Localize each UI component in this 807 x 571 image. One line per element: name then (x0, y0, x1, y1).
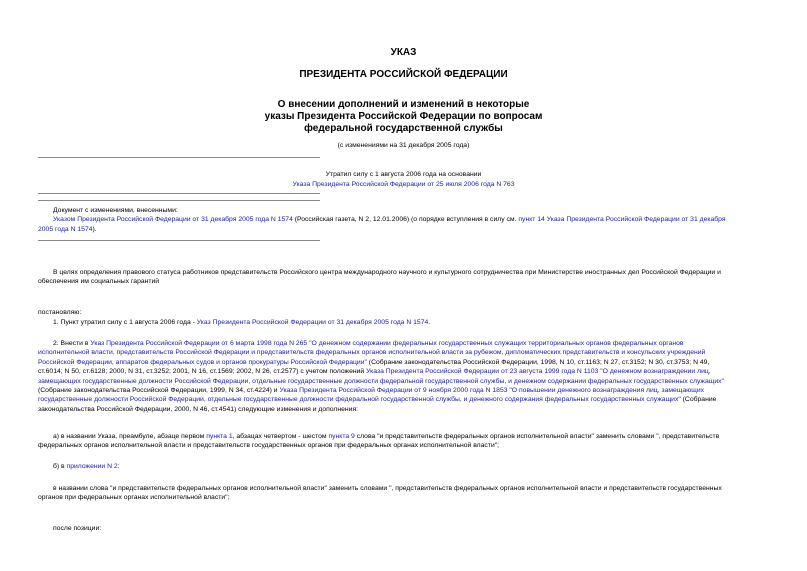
item-a (38, 432, 768, 451)
document-subtitle: ПРЕЗИДЕНТА РОССИЙСКОЙ ФЕДЕРАЦИИ (299, 69, 508, 80)
preamble-line-1: В целях определения правового статуса работников представительств Российского центра международного научного и культурного сотрудничества при Министерстве иностранных дел Российской Федерации и (53, 269, 721, 276)
item-2-l1-text: 2. Внести в (53, 340, 91, 347)
changes-line-2 (38, 225, 97, 234)
item-2-link-1853[interactable]: Указа Президента Российской Федерации от 9 ноября 2000 года N 1853 "О повышении денежного вознаграждения лиц, замещающих (279, 387, 705, 395)
document-heading (0, 99, 807, 135)
item-2-l3-text: (Собрание законодательства Российской Федерации, 1998, N 10, ст.1163; N 27, ст.3152; N 30, ст.3753; N 49, (366, 358, 710, 366)
item-b-text: б) в (53, 463, 67, 470)
after-position: после позиции: (53, 525, 102, 532)
item-2-l7-text: (Собрание (680, 396, 717, 404)
item-2-line-3 (38, 358, 768, 367)
item-2-link-1103-cont[interactable]: замещающих государственные должности Российской Федерации, отдельные государственные должности федеральной государственной службы, и денежном содержании федеральных государственных служащих" (38, 377, 724, 385)
item-2-l4-text: ст.6014; N 50, ст.6128; 2000, N 31, ст.3252; 2001, N 16, ст.1569; 2002, N 26, ст.2577) с учетом положений (38, 368, 367, 376)
status-link[interactable]: Указа Президента Российской Федерации от 25 июля 2006 года N 763 (292, 181, 515, 188)
item-a-line-1 (38, 432, 768, 441)
item-2-link-265-end[interactable]: Российской Федерации, аппаратов федеральных судов и органов прокуратуры Российской Федерации" (38, 358, 367, 366)
revision-note: (с изменениями на 31 декабря 2005 года) (337, 142, 470, 149)
item-2-line-8 (38, 405, 768, 414)
item-2-link-1853-cont[interactable]: государственные должности Российской Федерации, отдельные государственные должности федеральной государственной службы, и денежного содержания федеральных государственных служащих" (38, 396, 681, 404)
changes-line-1 (53, 215, 773, 224)
item-a-line-2: федеральных органов исполнительной власти и представительств государственных органов при федеральных органах исполнительной власти"; (38, 442, 500, 450)
heading-line-2: указы Президента Российской Федерации по вопросам (264, 111, 543, 122)
changes-label: Документ с изменениями, внесенными: (53, 207, 178, 214)
item-a-text-2: , абзацах четвертом - шестом (232, 433, 329, 440)
item-a-text-3: слова "и представительств федеральных органов исполнительной власти" заменить словами ", представительств (354, 433, 720, 440)
heading-line-1: О внесении дополнений и изменений в некоторые (277, 99, 530, 110)
decree-word: постановляю: (38, 309, 82, 316)
changes-text-2: ). (92, 226, 97, 233)
item-1-end: . (428, 319, 431, 326)
divider (38, 200, 320, 201)
item-b-end: : (117, 463, 120, 470)
item-b-sub-line-1: в названии слова "и представительств федеральных органов исполнительной власти" заменить словами ", представительств федеральных органов исполнительной власти и представительств государственных (53, 485, 722, 492)
changes-link-2b[interactable]: 2005 года N 1574 (38, 226, 93, 233)
item-1-link[interactable]: Указ Президента Российской Федерации от 31 декабря 2005 года N 1574 (196, 319, 429, 326)
item-1 (53, 318, 430, 327)
divider (38, 240, 320, 241)
item-2-line-1 (38, 339, 768, 348)
item-2-line-5 (38, 377, 768, 386)
item-1-text: 1. Пункт утратил силу с 1 августа 2006 года - (53, 319, 197, 326)
changes-link-2a[interactable]: пункт 14 Указа Президента Российской Федерации от 31 декабря (518, 216, 726, 223)
divider (38, 157, 320, 158)
preamble-line-2: обеспечения им социальных гарантий (38, 278, 160, 285)
status-link-row (0, 180, 807, 189)
changes-link-1[interactable]: Указом Президента Российской Федерации от 31 декабря 2005 года N 1574 (53, 216, 293, 223)
item-2-link-265-cont[interactable]: исполнительной власти, представительств Российской Федерации и представительств федеральных органов исполнительной власти за рубежом, дипломатических представительств и консульских учреждений (38, 349, 706, 357)
item-2-l6-text: (Собрание законодательства Российской Федерации, 1999, N 34, ст.4224) и (38, 387, 280, 395)
status-text: Утратил силу с 1 августа 2006 года на основании (325, 171, 482, 178)
item-b-sub (38, 484, 768, 503)
document-title: УКАЗ (390, 47, 417, 58)
item-2-line-6 (38, 386, 768, 395)
item-2-link-1103[interactable]: Указа Президента Российской Федерации от 23 августа 1999 года N 1103 "О денежном вознаграждении лиц, (366, 368, 711, 376)
item-2-line-2 (38, 348, 768, 357)
item-a-link-p1[interactable]: пункта 1 (206, 433, 233, 440)
changes-text-1: (Российская газета, N 2, 12.01.2006) (о порядке вступления в силу см. (292, 216, 519, 223)
heading-line-3: федеральной государственной службы (304, 123, 503, 134)
divider (38, 193, 320, 194)
item-b (53, 462, 120, 471)
item-a-text-1: а) в названии Указа, преамбуле, абзаце первом (53, 433, 207, 440)
item-2-line-4 (38, 367, 768, 376)
item-b-link[interactable]: приложении N 2 (66, 463, 118, 470)
item-b-sub-line-2: органов при федеральных органах исполнительной власти"; (38, 494, 230, 502)
item-2 (38, 339, 768, 414)
item-2-line-7 (38, 395, 768, 404)
item-2-l8-text: законодательства Российской Федерации, 2000, N 46, ст.4541) следующие изменения и дополнения: (38, 405, 359, 413)
item-2-link-265[interactable]: Указ Президента Российской Федерации от 6 марта 1998 года N 265 "О денежном содержании федеральных государственных служащих территориальных органов федеральных органов (90, 340, 684, 347)
item-a-link-p9[interactable]: пункта 9 (328, 433, 355, 440)
